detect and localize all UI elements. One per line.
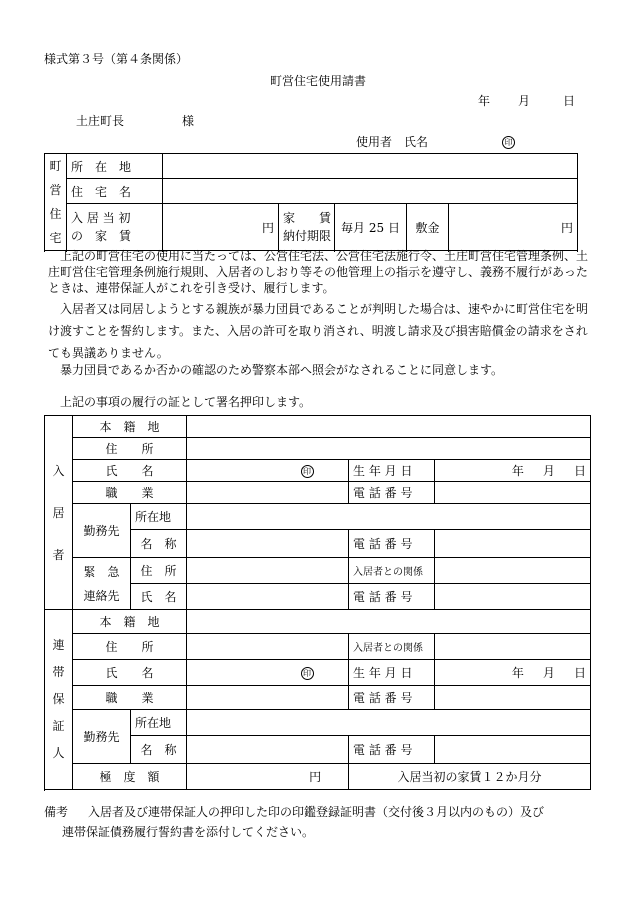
resident-em-relation-label: 入居者との関係: [349, 558, 435, 584]
resident-name-field[interactable]: 印: [187, 460, 349, 482]
parties-table: [44, 415, 591, 790]
guarantor-relation-field[interactable]: [435, 634, 591, 660]
guarantor-phone-label: 電 話 番 号: [349, 686, 435, 710]
guarantor-limit-label: 極 度 額: [73, 764, 187, 790]
guarantor-relation-label: 入居者との関係: [349, 634, 435, 660]
resident-name-label: 氏 名: [73, 460, 187, 482]
page-title: 町営住宅使用請書: [270, 74, 367, 88]
housing-name-field[interactable]: [163, 179, 578, 204]
resident-phone-label: 電 話 番 号: [349, 482, 435, 504]
resident-workplace-label: 勤務先: [73, 504, 131, 558]
deposit-label: 敷金: [407, 204, 449, 251]
addressee: 土庄町長: [76, 114, 125, 128]
resident-birth-label: 生 年 月 日: [349, 460, 435, 482]
rent-deadline-label: 家 賃 納付期限: [279, 204, 335, 251]
housing-name-label: 住 宅 名: [67, 179, 163, 204]
honorific: 様: [182, 114, 195, 128]
housing-table: [44, 153, 578, 251]
guarantor-domicile-label: 本 籍 地: [73, 610, 187, 634]
guarantor-occupation-field[interactable]: [187, 686, 349, 710]
guarantor-work-location-field[interactable]: [187, 710, 591, 736]
resident-side-label: 入 居 者: [45, 416, 73, 610]
guarantor-work-phone-field[interactable]: [435, 736, 591, 764]
resident-work-location-field[interactable]: [187, 504, 591, 530]
pledge-paragraph-3: 暴力団員であるか否かの確認のため警察本部へ照会がなされることに同意します。: [60, 363, 504, 377]
remarks-line-1: 入居者及び連帯保証人の押印した印の印鑑登録証明書（交付後３月以内のもの）及び: [88, 805, 545, 819]
guarantor-address-label: 住 所: [73, 634, 187, 660]
guarantor-birth-label: 生 年 月 日: [349, 660, 435, 686]
resident-address-field[interactable]: [187, 438, 591, 460]
resident-em-phone-label: 電 話 番 号: [349, 584, 435, 610]
resident-domicile-field[interactable]: [187, 416, 591, 438]
housing-side-label: 町 営 住 宅: [45, 154, 67, 251]
resident-occupation-label: 職 業: [73, 482, 187, 504]
resident-em-address-label: 住 所: [131, 558, 187, 584]
guarantor-work-location-label: 所在地: [131, 710, 187, 736]
deposit-field[interactable]: 円: [449, 204, 578, 251]
pledge-paragraph-2: 入居者又は同居しようとする親族が暴力団員であることが判明した場合は、速やかに町営住宅を明け渡すことを誓約します。また、入居の許可を取り消され、明渡し請求及び損害賠償金の請求をされても異議ありません。: [48, 302, 589, 360]
resident-phone-field[interactable]: [435, 482, 591, 504]
guarantor-name-field[interactable]: 印: [187, 660, 349, 686]
form-number: 様式第３号（第４条関係）: [44, 52, 189, 66]
initial-rent-field[interactable]: 円: [163, 204, 279, 251]
resident-occupation-field[interactable]: [187, 482, 349, 504]
guarantor-limit-note: 入居当初の家賃１２か月分: [349, 764, 591, 790]
resident-em-address-field[interactable]: [187, 558, 349, 584]
resident-em-name-field[interactable]: [187, 584, 349, 610]
date-day-label: 日: [563, 94, 576, 108]
guarantor-domicile-field[interactable]: [187, 610, 591, 634]
guarantor-side-label: 連 帯 保 証 人: [45, 610, 73, 790]
pledge-paragraph-1: 上記の町営住宅の使用に当たっては、公営住宅法、公営住宅法施行令、土庄町営住宅管理条例、土庄町営住宅管理条例施行規則、入居者のしおり等その他管理上の指示を遵守し、義務不履行があったときは、連帯保証人がこれを引き受け、履行します。: [48, 249, 589, 295]
resident-work-phone-label: 電 話 番 号: [349, 530, 435, 558]
guarantor-name-label: 氏 名: [73, 660, 187, 686]
pledge-paragraph-4: 上記の事項の履行の証として署名押印します。: [60, 395, 312, 409]
guarantor-phone-field[interactable]: [435, 686, 591, 710]
guarantor-limit-field[interactable]: 円: [187, 764, 349, 790]
guarantor-work-phone-label: 電 話 番 号: [349, 736, 435, 764]
seal-mark: 印: [502, 134, 515, 149]
remarks-label: 備考: [44, 805, 69, 819]
resident-em-name-label: 氏 名: [131, 584, 187, 610]
guarantor-workplace-label: 勤務先: [73, 710, 131, 764]
date-year-label: 年: [478, 94, 491, 108]
initial-rent-label: 入 居 当 初 の 家 賃: [67, 204, 163, 251]
resident-work-location-label: 所在地: [131, 504, 187, 530]
user-name-label: 使用者 氏名: [356, 135, 429, 149]
resident-work-phone-field[interactable]: [435, 530, 591, 558]
resident-birth-field[interactable]: 年 月 日: [435, 460, 591, 482]
resident-work-name-field[interactable]: [187, 530, 349, 558]
rent-deadline-value: 毎月 25 日: [335, 204, 407, 251]
location-label: 所 在 地: [67, 154, 163, 179]
resident-em-relation-field[interactable]: [435, 558, 591, 584]
guarantor-work-name-label: 名 称: [131, 736, 187, 764]
resident-address-label: 住 所: [73, 438, 187, 460]
location-field[interactable]: [163, 154, 578, 179]
guarantor-address-field[interactable]: [187, 634, 349, 660]
resident-domicile-label: 本 籍 地: [73, 416, 187, 438]
guarantor-work-name-field[interactable]: [187, 736, 349, 764]
date-month-label: 月: [518, 94, 531, 108]
resident-emergency-label: 緊 急 連絡先: [73, 558, 131, 610]
guarantor-birth-field[interactable]: 年 月 日: [435, 660, 591, 686]
resident-em-phone-field[interactable]: [435, 584, 591, 610]
guarantor-occupation-label: 職 業: [73, 686, 187, 710]
remarks-line-2: 連帯保証債務履行誓約書を添付してください。: [62, 825, 315, 839]
resident-work-name-label: 名 称: [131, 530, 187, 558]
